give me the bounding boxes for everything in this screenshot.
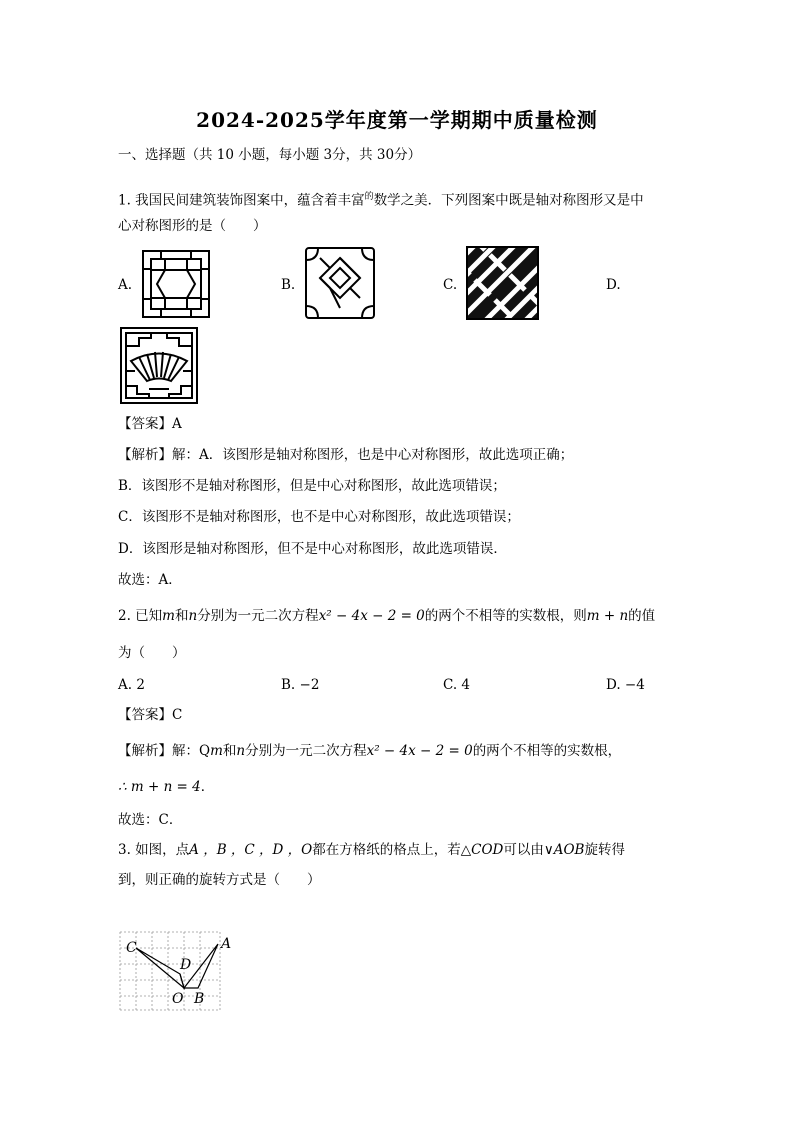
q1-option-a-label: A. — [118, 277, 133, 293]
q2-analysis-post: 的两个不相等的实数根， — [472, 743, 622, 759]
q2-stem-post: 的两个不相等的实数根，则 — [424, 608, 587, 624]
q3-grid-figure — [118, 930, 238, 1012]
section-heading: 一、选择题（共 10 小题，每小题 3分，共 30分） — [118, 147, 422, 163]
q3-label-c: C — [126, 940, 137, 956]
q1-answer-value: A — [172, 416, 182, 432]
q2-analysis-and: 和 — [222, 743, 237, 759]
q3-stem-line2: 到，则正确的旋转方式是（ ） — [118, 872, 321, 888]
q2-because-symbol: Q — [199, 743, 211, 759]
q2-analysis-equation: x² − 4x − 2 = 0 — [366, 743, 473, 759]
q1-option-c-label: C. — [443, 277, 458, 293]
q3-label-a: A — [221, 936, 232, 952]
q3-points: A ，B ，C ，D ，O — [189, 842, 313, 858]
q1-option-d-figure — [119, 326, 199, 405]
q2-stem-mid: 分别为一元二次方程 — [197, 608, 319, 624]
q2-stem-end: 的值 — [628, 608, 656, 624]
q1-analysis-text: 解：A．该图形是轴对称图形，也是中心对称图形，故此选项正确； — [172, 447, 574, 463]
q1-stem-sup: 的 — [364, 192, 374, 202]
page-title: 2024-2025学年度第一学期期中质量检测 — [196, 108, 598, 132]
q1-option-d-label: D. — [606, 277, 621, 293]
q3-stem-line1 — [118, 842, 625, 858]
q2-option-b: B. −2 — [281, 677, 320, 693]
q2-stem-line1 — [118, 608, 655, 624]
q2-stem-pre: 2. 已知 — [118, 608, 163, 624]
q2-equation: x² − 4x − 2 = 0 — [318, 608, 425, 624]
q1-stem-text-b: 数学之美．下列图案中既是轴对称图形又是中 — [373, 192, 644, 209]
q2-stem-line2: 为（ ） — [118, 645, 186, 661]
q3-triangles — [136, 944, 218, 988]
q3-stem-end: 旋转得 — [584, 842, 625, 858]
q3-stem-mid: 都在方格纸的格点上，若 — [312, 842, 461, 858]
q1-option-b-label: B. — [281, 277, 296, 293]
q3-stem-mid2: 可以由 — [503, 842, 544, 858]
q2-var-n: n — [188, 608, 198, 624]
q3-label-o: O — [172, 991, 184, 1007]
q2-conclusion: 故选：C． — [118, 812, 183, 828]
q3-stem-pre: 3. 如图，点 — [118, 842, 190, 858]
q2-answer-tag: 【答案】 — [118, 707, 172, 723]
q1-option-a-figure — [141, 249, 211, 319]
q1-option-b-figure — [304, 246, 376, 320]
q2-analysis-var-n: n — [236, 743, 246, 759]
q1-stem-text-a: 1. 我国民间建筑装饰图案中，蕴含着丰富 — [118, 192, 365, 209]
q3-triangle-cod: △COD — [460, 842, 504, 858]
q2-option-a: A. 2 — [118, 677, 145, 693]
q2-analysis-line2 — [118, 779, 214, 795]
q1-analysis-line3: C．该图形不是轴对称图形，也不是中心对称图形，故此选项错误； — [118, 509, 520, 525]
q1-analysis-line2: B．该图形不是轴对称图形，但是中心对称图形，故此选项错误； — [118, 478, 506, 494]
q1-answer — [118, 416, 182, 432]
q2-and: 和 — [174, 608, 189, 624]
q3-triangle-cod-shape — [136, 948, 184, 988]
q2-analysis-tag: 【解析】 — [118, 743, 172, 759]
q2-option-c: C. 4 — [443, 677, 471, 693]
q3-label-d: D — [180, 957, 192, 973]
q1-analysis-tag: 【解析】 — [118, 447, 172, 463]
q1-option-c-figure — [465, 245, 540, 321]
q1-answer-tag: 【答案】 — [118, 416, 172, 432]
q1-conclusion: 故选：A． — [118, 572, 182, 588]
q1-analysis-line4: D．该图形是轴对称图形，但不是中心对称图形，故此选项错误． — [118, 541, 507, 557]
q2-analysis-mid: 分别为一元二次方程 — [245, 743, 367, 759]
q3-triangle-aob: ∨AOB — [543, 842, 585, 858]
q2-therefore: ∴ m + n = 4 — [118, 779, 201, 795]
q2-answer-value: C — [172, 707, 183, 723]
q1-stem-line2: 心对称图形的是（ ） — [118, 218, 267, 234]
q1-stem-line1 — [118, 189, 644, 209]
q2-answer — [118, 707, 182, 723]
q2-analysis-line1 — [118, 743, 621, 759]
q2-period: ． — [200, 779, 215, 795]
q2-sum-expr: m + n — [586, 608, 629, 624]
q2-analysis-var-m: m — [210, 743, 223, 759]
q1-analysis-line1 — [118, 447, 573, 463]
q3-label-b: B — [194, 991, 205, 1007]
q2-option-d: D. −4 — [606, 677, 645, 693]
q2-analysis-pre: 解： — [172, 743, 199, 759]
q2-var-m: m — [162, 608, 175, 624]
